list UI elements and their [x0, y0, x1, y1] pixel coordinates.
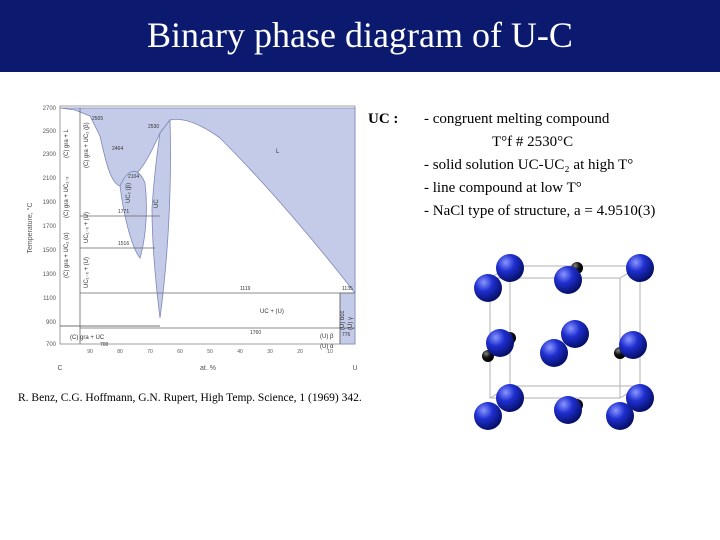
uranium-atom: [540, 339, 568, 367]
label-uc-u: UC + (U): [260, 309, 284, 315]
x-tick: 50: [207, 349, 213, 355]
uc-property-line: T°f # 2530°C: [492, 134, 574, 150]
x-tick: 90: [87, 349, 93, 355]
y-tick: 1100: [43, 296, 56, 302]
pt-2530: 2530: [148, 124, 160, 130]
y-tick: 900: [45, 320, 56, 326]
uc-property-line: - solid solution UC-UC₂ at high T°: [424, 157, 634, 173]
uc-phase-diagram: [20, 98, 360, 383]
label-l: L: [276, 149, 280, 155]
x-left-label: C: [57, 365, 63, 372]
pt-2505: 2505: [92, 116, 104, 122]
x-tick: 20: [297, 349, 303, 355]
uranium-atom: [474, 402, 502, 430]
y-tick: 1500: [42, 248, 56, 254]
label-u-alpha: (U) α: [320, 344, 334, 350]
x-right-label: U: [352, 365, 358, 372]
label-u-bcc: (U) bcc: [340, 310, 346, 330]
label-u-beta: (U) β: [320, 334, 334, 340]
uranium-atom: [561, 320, 589, 348]
label-uc: UC: [154, 199, 160, 208]
label-u-gamma: (U) γ: [348, 317, 354, 330]
pt-2104: 2104: [128, 174, 140, 180]
nacl-crystal-structure: [470, 248, 670, 438]
uranium-atom: [474, 274, 502, 302]
x-tick: 40: [237, 349, 243, 355]
uranium-atom: [554, 396, 582, 424]
y-tick: 1700: [42, 224, 56, 230]
label-c-gra-uc: (C) gra + UC: [70, 335, 105, 341]
pt-1135: 1135: [342, 286, 353, 292]
uranium-atom: [626, 254, 654, 282]
y-axis-label: Temperature, °C: [27, 202, 34, 254]
uranium-atoms: [474, 254, 654, 430]
uc-label: UC :: [368, 111, 399, 127]
pt-1771: 1771: [118, 209, 130, 215]
pt-1119: 1119: [240, 286, 251, 292]
reference-citation: R. Benz, C.G. Hoffmann, G.N. Rupert, High Temp. Science, 1 (1969) 342.: [18, 392, 362, 404]
x-tick: 70: [147, 349, 153, 355]
uc-property-line: - congruent melting compound: [424, 111, 610, 127]
y-tick: 700: [45, 342, 56, 348]
x-axis-label: at. %: [200, 365, 216, 372]
uranium-atom: [606, 402, 634, 430]
x-tick: 10: [327, 349, 333, 355]
label-c-gra-l: (C) gra + L: [64, 129, 70, 158]
label-c-gra-uc1x: (C) gra + UC₁₋ₓ: [64, 176, 70, 218]
y-tick: 2100: [42, 176, 56, 182]
y-tick: 1300: [42, 272, 56, 278]
pt-776: 776: [342, 332, 351, 338]
y-tick: 2500: [42, 129, 56, 135]
uranium-atom: [496, 254, 524, 282]
uc-property-line: - line compound at low T°: [424, 180, 582, 196]
uranium-atom: [554, 266, 582, 294]
uranium-atom: [619, 331, 647, 359]
slide-title: Binary phase diagram of U-C: [147, 15, 573, 55]
pt-1760: 1760: [250, 330, 262, 336]
label-uc2-beta: UC₂ (β): [126, 182, 132, 203]
x-tick: 80: [117, 349, 123, 355]
pt-2464: 2464: [112, 146, 124, 152]
title-bar: [0, 0, 720, 72]
label-c-gra-uc2-beta: (C) gra + UC₂ (β): [84, 122, 90, 168]
y-tick: 2700: [42, 106, 56, 112]
label-uc1x-u: UC₁₋ₓ + (U): [84, 212, 90, 243]
y-tick: 1900: [42, 200, 56, 206]
uc-property-line: - NaCl type of structure, a = 4.9510(3): [424, 203, 656, 219]
uranium-atom: [496, 384, 524, 412]
label-uc1x-u-2: UC₁₋ₓ + (U): [84, 257, 90, 288]
uranium-atom: [486, 329, 514, 357]
x-tick: 30: [267, 349, 273, 355]
x-tick: 60: [177, 349, 183, 355]
pt-700: 700: [100, 342, 109, 348]
label-c-gra-uc2-alpha: (C) gra + UC₂ (α): [64, 232, 70, 278]
y-tick: 2300: [42, 152, 56, 158]
pt-1516: 1516: [118, 241, 130, 247]
